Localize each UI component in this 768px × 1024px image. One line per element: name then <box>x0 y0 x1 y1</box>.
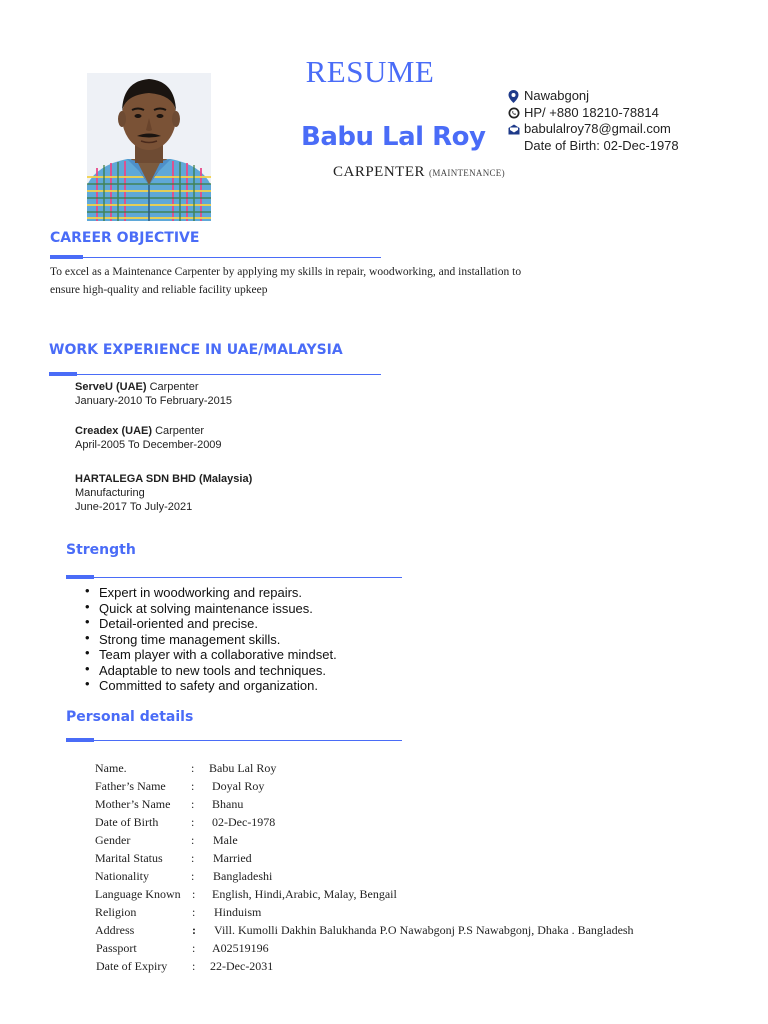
detail-label: Date of Expiry <box>96 959 168 973</box>
email-link[interactable]: babulalroy78@gmail.com <box>524 121 671 136</box>
job-header <box>75 424 222 438</box>
detail-colon: : <box>192 887 196 901</box>
detail-value: Bangladeshi <box>213 869 273 883</box>
detail-value: 22-Dec-2031 <box>210 959 274 973</box>
job-period: April-2005 To December-2009 <box>75 439 222 451</box>
detail-value: English, Hindi,Arabic, Malay, Bengail <box>212 887 397 901</box>
detail-label: Marital Status <box>95 851 163 865</box>
phone-text: HP/ +880 18210-78814 <box>524 104 659 120</box>
detail-label: Mother’s Name <box>95 797 171 811</box>
role-note: (MAINTENANCE) <box>429 168 505 178</box>
job-entry <box>75 472 252 514</box>
strength-rule-accent <box>66 575 94 579</box>
career-rule <box>50 257 381 258</box>
strength-rule <box>66 577 402 578</box>
detail-label: Gender <box>95 833 131 847</box>
detail-colon: : <box>191 815 195 829</box>
detail-colon: : <box>191 797 195 811</box>
job-company: HARTALEGA SDN BHD (Malaysia) <box>75 473 253 485</box>
profile-photo <box>87 73 211 221</box>
detail-colon: : <box>192 941 196 955</box>
detail-label: Passport <box>96 941 137 955</box>
detail-colon: : <box>192 959 196 973</box>
objective-line: To excel as a Maintenance Carpenter by applying my skills in repair, woodworking, and installation to <box>50 266 522 278</box>
detail-value: Married <box>213 851 252 865</box>
detail-colon: : <box>191 779 195 793</box>
detail-colon: : <box>191 761 195 775</box>
detail-colon: : <box>192 923 196 937</box>
strength-item: • Adaptable to new tools and techniques. <box>84 663 337 679</box>
work-experience-heading: WORK EXPERIENCE IN UAE/MALAYSIA <box>49 342 343 358</box>
detail-label: Father’s Name <box>95 779 166 793</box>
detail-label: Name. <box>95 761 127 775</box>
contact-dob <box>507 138 679 155</box>
strength-item: • Team player with a collaborative mindset. <box>84 647 337 663</box>
detail-value: Doyal Roy <box>212 779 265 793</box>
job-entry <box>75 424 222 452</box>
job-title: Carpenter <box>152 425 205 437</box>
personal-rule <box>66 740 402 741</box>
job-entry <box>75 380 232 408</box>
detail-value: Male <box>213 833 238 847</box>
strength-heading: Strength <box>66 542 136 558</box>
job-company: Creadex (UAE) <box>75 425 153 437</box>
resume-title: RESUME <box>305 54 435 89</box>
detail-colon: : <box>191 833 195 847</box>
detail-label: Nationality <box>95 869 149 883</box>
work-rule <box>49 374 381 375</box>
candidate-name: Babu Lal Roy <box>301 122 486 152</box>
detail-value: 02-Dec-1978 <box>212 815 276 829</box>
detail-colon: : <box>192 905 196 919</box>
job-header <box>75 380 232 394</box>
personal-details-heading: Personal details <box>66 709 194 725</box>
detail-value: Bhanu <box>212 797 244 811</box>
strength-item: • Quick at solving maintenance issues. <box>84 601 337 617</box>
job-period: June-2017 To July-2021 <box>75 501 193 513</box>
contact-location <box>507 88 679 105</box>
work-rule-accent <box>49 372 77 376</box>
contact-email <box>507 121 679 138</box>
job-role <box>333 164 505 181</box>
strength-item: • Detail-oriented and precise. <box>84 616 337 632</box>
detail-value: Hinduism <box>214 905 262 919</box>
job-period: January-2010 To February-2015 <box>75 395 232 407</box>
detail-value: Vill. Kumolli Dakhin Balukhanda P.O Nawabgonj P.S Nawabgonj, Dhaka . Bangladesh <box>214 923 634 937</box>
job-title: Manufacturing <box>75 487 145 499</box>
detail-label: Religion <box>95 905 137 919</box>
strength-item: • Committed to safety and organization. <box>84 678 337 694</box>
job-title: Carpenter <box>146 381 199 393</box>
role-title: CARPENTER <box>333 164 426 180</box>
detail-value: A02519196 <box>212 941 269 955</box>
envelope-icon <box>507 123 520 136</box>
contact-phone <box>507 105 679 122</box>
detail-value: Babu Lal Roy <box>209 761 277 775</box>
detail-colon: : <box>191 851 195 865</box>
detail-label: Language Known <box>95 887 181 901</box>
dob-text: Date of Birth: 02-Dec-1978 <box>524 137 679 153</box>
location-pin-icon <box>507 90 520 103</box>
objective-line: ensure high-quality and reliable facility upkeep <box>50 284 268 296</box>
career-rule-accent <box>50 255 83 259</box>
location-text: Nawabgonj <box>524 88 590 103</box>
strength-item: • Expert in woodworking and repairs. <box>84 585 337 601</box>
personal-rule-accent <box>66 738 94 742</box>
career-objective-heading: CAREER OBJECTIVE <box>50 230 200 246</box>
detail-label: Address <box>95 923 135 937</box>
strength-list <box>84 585 337 694</box>
detail-label: Date of Birth <box>95 815 159 829</box>
whatsapp-icon <box>507 106 520 119</box>
contact-block <box>507 88 679 154</box>
career-objective-text <box>50 263 630 299</box>
job-company: ServeU (UAE) <box>75 381 147 393</box>
detail-colon: : <box>191 869 195 883</box>
job-company-line <box>75 472 252 486</box>
strength-item: • Strong time management skills. <box>84 632 337 648</box>
